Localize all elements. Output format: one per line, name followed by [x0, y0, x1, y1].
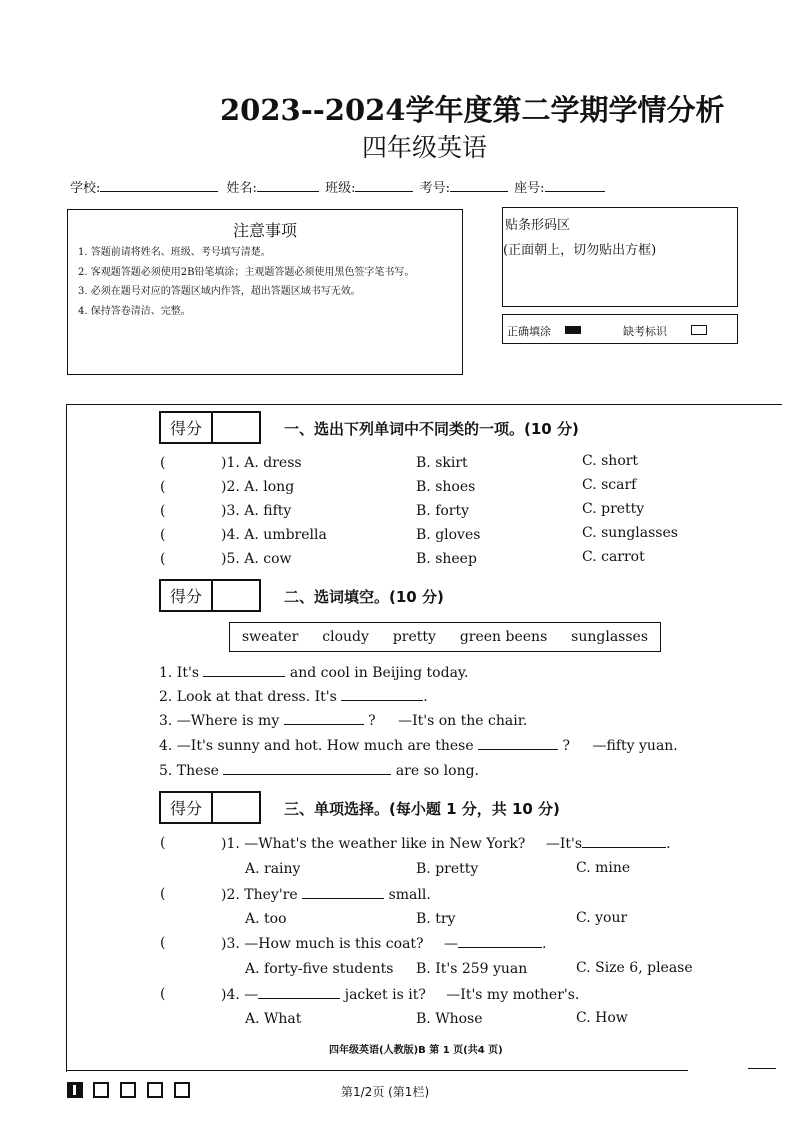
notice-item: 1. 答题前请将姓名、班级、考号填写清楚。	[78, 247, 271, 258]
paren[interactable]: (	[160, 886, 166, 902]
sentence-3	[159, 712, 527, 729]
score-box-1	[159, 411, 261, 444]
question-1-2: )2. A. long	[221, 479, 295, 495]
word-bank-item: sweater	[241, 629, 299, 645]
option-c: C. Size 6, please	[576, 960, 693, 976]
blank[interactable]	[341, 688, 423, 701]
question-text: —It's my mother's.	[446, 987, 580, 1003]
blank[interactable]	[258, 986, 340, 999]
blank[interactable]	[458, 935, 542, 948]
section-2-title: 二、选词填空。(10 分)	[284, 588, 444, 606]
paren[interactable]: (	[160, 551, 166, 567]
option-b: B. sheep	[416, 551, 477, 567]
blank[interactable]	[223, 762, 391, 775]
question-1-1: )1. A. dress	[221, 455, 302, 471]
sentence-text: 2. Look at that dress. It's	[159, 689, 337, 705]
option-a: A. What	[245, 1011, 302, 1027]
paren[interactable]: (	[160, 455, 166, 471]
option-c: C. How	[576, 1010, 628, 1026]
notice-item: 2. 客观题答题必须使用2B铅笔填涂；主观题答题必须使用黑色签字笔书写。	[78, 266, 415, 278]
option-c: C. your	[576, 910, 628, 926]
sentence-text: ?	[368, 713, 376, 729]
sentence-text: 1. It's	[159, 665, 199, 681]
score-label: 得分	[161, 793, 213, 822]
checkbox[interactable]	[174, 1082, 190, 1098]
school-label: 学校:	[70, 181, 101, 196]
option-c: C. short	[582, 453, 639, 469]
word-bank	[229, 622, 661, 652]
score-box-2	[159, 579, 261, 612]
exam-subtitle: 四年级英语	[362, 133, 488, 162]
question-3-1	[221, 835, 671, 852]
paren[interactable]: (	[160, 835, 166, 851]
sentence-text: are so long.	[395, 763, 480, 779]
option-a: A. rainy	[245, 861, 301, 877]
name-field[interactable]	[257, 179, 319, 192]
score-field[interactable]	[213, 581, 259, 610]
section-1-title: 一、选出下列单词中不同类的一项。(10 分)	[284, 420, 579, 438]
sentence-text: ?	[562, 738, 571, 754]
exam-number-label: 考号:	[419, 181, 450, 196]
exam-number-field[interactable]	[450, 179, 508, 192]
word-bank-item: cloudy	[322, 629, 369, 645]
option-b: B. forty	[416, 503, 470, 519]
paren[interactable]: (	[160, 479, 166, 495]
score-field[interactable]	[213, 413, 259, 442]
option-b: B. gloves	[416, 527, 481, 543]
exam-title: 2023--2024学年度第二学期学情分析	[220, 93, 725, 127]
word-bank-item: pretty	[392, 629, 436, 645]
blank[interactable]	[582, 835, 666, 848]
blank[interactable]	[284, 712, 364, 725]
sentence-text: and cool in Beijing today.	[289, 665, 469, 681]
option-c: C. carrot	[582, 549, 645, 565]
page-indicator: 第1/2页 (第1栏)	[341, 1085, 430, 1099]
absent-mark-box[interactable]	[691, 325, 707, 335]
question-text: small.	[388, 887, 431, 903]
option-b: B. try	[416, 911, 456, 927]
paren[interactable]: (	[160, 935, 166, 951]
name-label: 姓名:	[226, 181, 257, 196]
option-c: C. sunglasses	[582, 525, 678, 541]
sentence-4	[159, 737, 678, 754]
question-text: .	[542, 936, 547, 952]
word-bank-item: sunglasses	[571, 629, 649, 645]
option-c: C. pretty	[582, 501, 645, 517]
sentence-text: 3. —Where is my	[159, 713, 280, 729]
score-label: 得分	[161, 581, 213, 610]
option-a: A. too	[245, 911, 287, 927]
barcode-area	[502, 207, 738, 307]
question-1-3: )3. A. fifty	[221, 503, 292, 519]
seat-number-field[interactable]	[545, 179, 605, 192]
seat-number-label: 座号:	[514, 181, 545, 196]
option-b: B. Whose	[416, 1011, 483, 1027]
question-1-4: )4. A. umbrella	[221, 527, 327, 543]
sentence-text: .	[423, 689, 428, 705]
notice-item: 4. 保持答卷清洁、完整。	[78, 305, 191, 317]
question-3-2	[221, 886, 431, 903]
question-text: jacket is it?	[344, 987, 426, 1003]
sentence-5	[159, 762, 479, 779]
question-stem: )1. —What's the weather like in New York?	[221, 836, 526, 852]
sentence-text: 4. —It's sunny and hot. How much are these	[159, 738, 474, 754]
page-footer: 四年级英语(人教版)B 第 1 页(共4 页)	[329, 1045, 503, 1056]
question-3-4	[221, 986, 579, 1003]
question-stem: )4. —	[221, 987, 259, 1003]
question-stem: )2. They're	[221, 887, 298, 903]
notice-box	[67, 209, 463, 375]
sentence-2	[159, 688, 428, 705]
option-c: C. mine	[576, 860, 631, 876]
blank[interactable]	[478, 737, 558, 750]
option-c: C. scarf	[582, 477, 637, 493]
paren[interactable]: (	[160, 527, 166, 543]
option-b: B. skirt	[416, 455, 468, 471]
blank[interactable]	[203, 664, 285, 677]
score-field[interactable]	[213, 793, 259, 822]
paren[interactable]: (	[160, 986, 166, 1002]
correct-fill-label: 正确填涂	[507, 325, 551, 338]
filled-mark-icon	[565, 326, 581, 334]
question-text: —	[444, 936, 459, 952]
student-info-row	[70, 177, 605, 196]
fill-legend	[502, 314, 738, 344]
question-text: .	[666, 836, 671, 852]
school-field[interactable]	[100, 179, 218, 192]
checkbox[interactable]	[120, 1082, 136, 1098]
sentence-text: —fifty yuan.	[592, 738, 678, 754]
corner-mark-icon	[67, 1082, 83, 1098]
barcode-title: 贴条形码区	[505, 218, 571, 233]
checkbox[interactable]	[93, 1082, 109, 1098]
question-stem: )3. —How much is this coat?	[221, 936, 424, 952]
question-1-5: )5. A. cow	[221, 551, 292, 567]
notice-item: 3. 必须在题号对应的答题区域内作答，超出答题区域书写无效。	[78, 286, 361, 297]
notice-title: 注意事项	[232, 221, 297, 240]
frame-bottom-line-right	[748, 1068, 776, 1069]
option-b: B. It's 259 yuan	[416, 961, 528, 977]
sentence-text: —It's on the chair.	[398, 713, 528, 729]
blank[interactable]	[302, 886, 384, 899]
sentence-1	[159, 664, 468, 681]
paren[interactable]: (	[160, 503, 166, 519]
option-b: B. shoes	[416, 479, 476, 495]
class-label: 班级:	[325, 181, 356, 196]
absent-label: 缺考标识	[623, 325, 667, 338]
score-label: 得分	[161, 413, 213, 442]
option-b: B. pretty	[416, 861, 479, 877]
barcode-note: (正面朝上，切勿贴出方框)	[503, 243, 657, 258]
option-a: A. forty-five students	[245, 961, 394, 977]
notice-list	[78, 246, 458, 324]
class-field[interactable]	[355, 179, 413, 192]
score-box-3	[159, 791, 261, 824]
checkbox[interactable]	[147, 1082, 163, 1098]
section-3-title: 三、单项选择。(每小题 1 分，共 10 分)	[284, 800, 560, 818]
question-text: —It's	[545, 836, 583, 852]
frame-bottom-line	[66, 1070, 688, 1071]
question-3-3	[221, 935, 546, 952]
sentence-text: 5. These	[159, 763, 219, 779]
word-bank-item: green beens	[459, 629, 548, 645]
